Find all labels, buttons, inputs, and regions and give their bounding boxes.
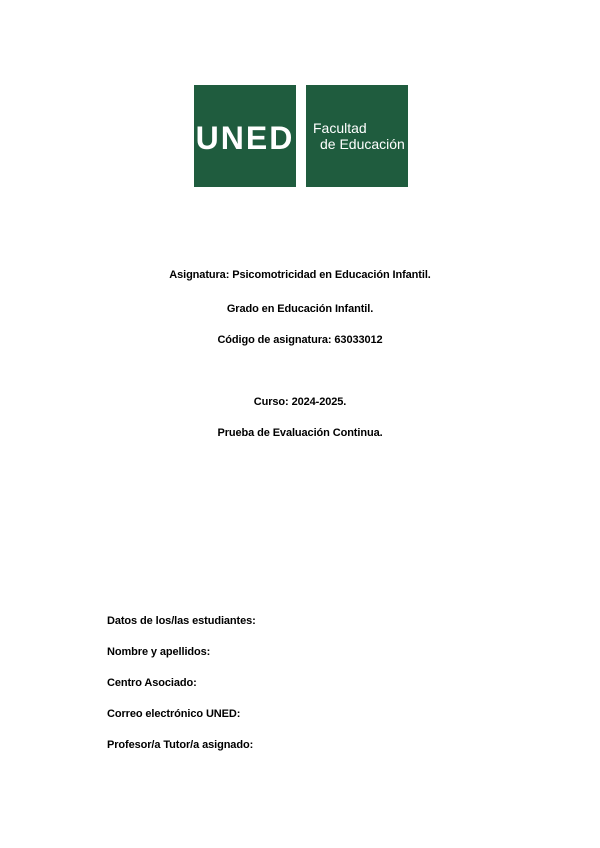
course-year: Curso: 2024-2025.: [253, 396, 347, 408]
test-title: Prueba de Evaluación Continua.: [217, 427, 383, 439]
uned-wordmark: UNED: [195, 120, 295, 156]
student-data-title: Datos de los/las estudiantes:: [107, 615, 256, 627]
center-label: Centro Asociado:: [107, 677, 197, 689]
subject-code: Código de asignatura: 63033012: [217, 334, 383, 346]
degree-title: Grado en Educación Infantil.: [226, 303, 374, 315]
uned-logo-text: [194, 85, 408, 187]
subject-title: Asignatura: Psicomotricidad en Educación Infantil.: [169, 269, 431, 281]
name-label: Nombre y apellidos:: [107, 646, 211, 658]
faculty-line2: de Educación: [320, 136, 405, 152]
tutor-label: Profesor/a Tutor/a asignado:: [107, 739, 254, 751]
email-label: Correo electrónico UNED:: [107, 708, 241, 720]
faculty-line1: Facultad: [313, 120, 367, 136]
uned-logo: [194, 85, 408, 187]
